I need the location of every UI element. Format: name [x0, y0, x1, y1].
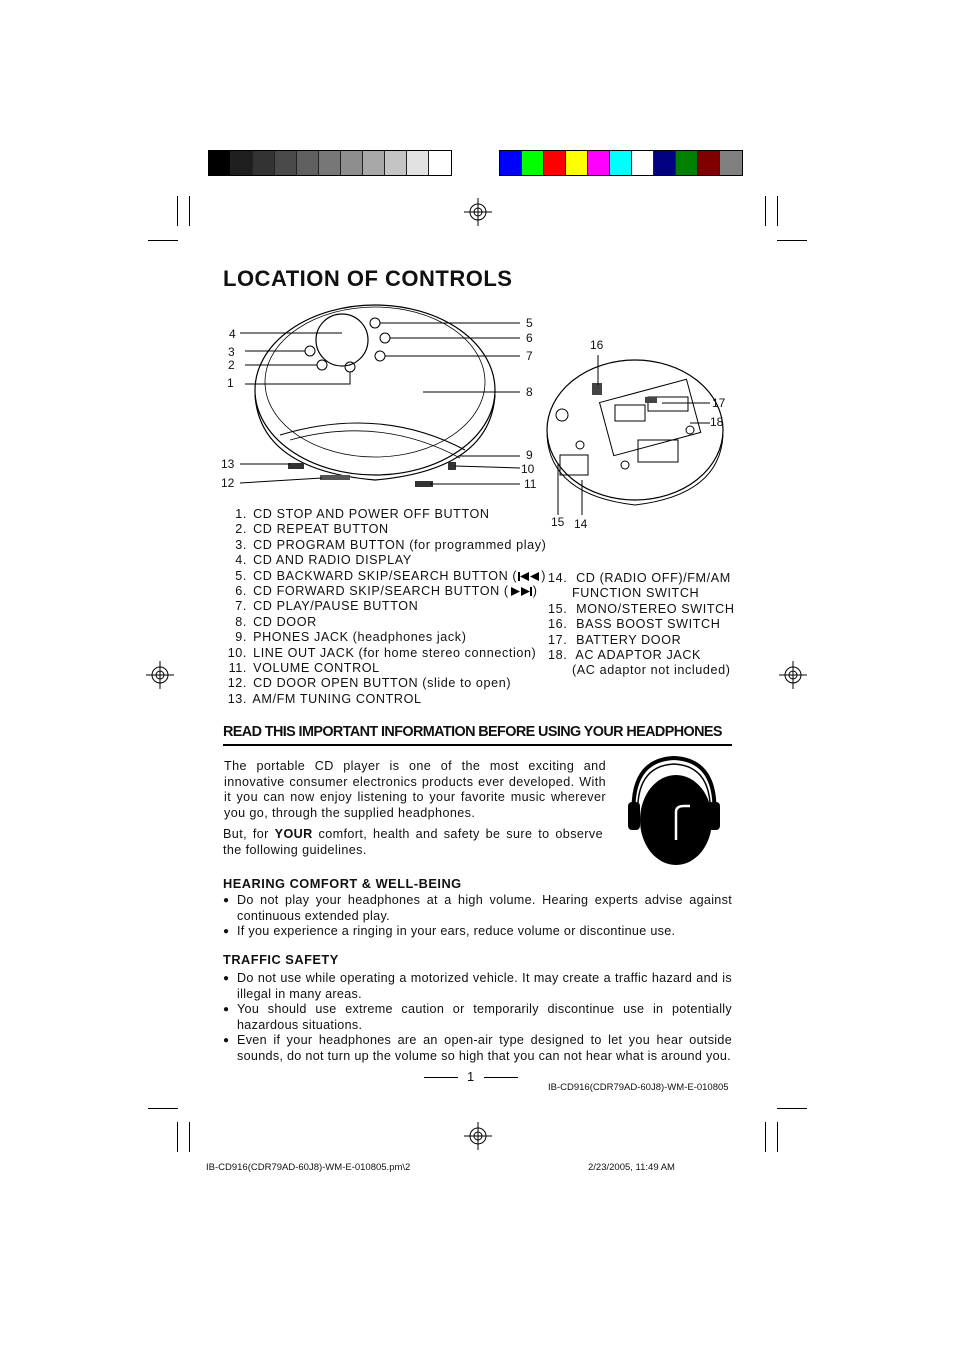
head-with-headphones-icon — [624, 750, 724, 870]
control-number: 1. — [235, 507, 247, 521]
page-number-rule-right — [484, 1077, 518, 1078]
control-number: 8. — [235, 614, 247, 629]
swatch — [720, 151, 742, 175]
swatch — [231, 151, 253, 175]
callout-4: 4 — [229, 327, 236, 341]
swatch — [253, 151, 275, 175]
swatch — [385, 151, 407, 175]
controls-list-left — [223, 507, 546, 707]
control-label: CD (RADIO OFF)/FM/AM — [576, 571, 731, 585]
control-item — [223, 676, 546, 691]
control-label: CD REPEAT BUTTON — [253, 522, 389, 537]
control-item — [223, 599, 546, 614]
control-item — [223, 538, 546, 553]
control-label: VOLUME CONTROL — [253, 661, 380, 676]
control-item — [223, 553, 546, 568]
callout-12: 12 — [221, 476, 235, 490]
doc-code: IB-CD916(CDR79AD-60J8)-WM-E-010805 — [548, 1082, 729, 1093]
swatch — [698, 151, 720, 175]
control-label: CD DOOR OPEN BUTTON (slide to open) — [253, 676, 512, 691]
control-number: 13. — [227, 691, 247, 706]
control-number: 12. — [227, 676, 247, 691]
bullet-item: ● Do not use while operating a motorized vehicle. It may create a traffic hazard and is illegal in many areas. — [223, 971, 732, 1002]
control-number: 14. — [548, 571, 568, 585]
swatch — [610, 151, 632, 175]
headphones-section-heading: READ THIS IMPORTANT INFORMATION BEFORE USING YOUR HEADPHONES — [223, 724, 732, 746]
callout-18: 18 — [710, 415, 724, 429]
control-label: CD BACKWARD SKIP/SEARCH BUTTON ( — [253, 568, 518, 583]
swatch — [632, 151, 654, 175]
callout-6: 6 — [526, 331, 533, 345]
swatch — [522, 151, 544, 175]
control-number: 2. — [235, 522, 247, 537]
control-number: 11. — [228, 661, 247, 676]
control-number: 17. — [548, 632, 568, 647]
control-number: 6. — [235, 584, 247, 599]
callout-9: 9 — [526, 448, 533, 462]
registration-mark-left — [146, 661, 174, 689]
control-label: BATTERY DOOR — [576, 632, 682, 647]
callout-7: 7 — [526, 349, 533, 363]
skip-forward-icon — [509, 584, 533, 598]
swatch — [297, 151, 319, 175]
callout-14: 14 — [574, 517, 588, 531]
callout-11: 11 — [524, 477, 537, 491]
control-number: 9. — [235, 630, 247, 645]
control-label: CD AND RADIO DISPLAY — [253, 553, 412, 568]
control-label: BASS BOOST SWITCH — [576, 617, 721, 632]
bullet-item: ● Even if your headphones are an open-air type designed to let you hear outside sounds, do not turn up the volume so high that you can not hear what is around you. — [223, 1033, 732, 1064]
footer-filename: IB-CD916(CDR79AD-60J8)-WM-E-010805.pm\2 — [206, 1162, 411, 1173]
control-number: 7. — [235, 599, 247, 614]
callout-5: 5 — [526, 316, 533, 330]
control-item — [223, 615, 546, 630]
control-label: CD STOP AND POWER OFF BUTTON — [253, 507, 490, 521]
control-number: 10. — [227, 645, 247, 660]
swatch — [341, 151, 363, 175]
control-label: CD FORWARD SKIP/SEARCH BUTTON ( — [253, 584, 509, 599]
control-item — [548, 648, 735, 663]
control-label-close: ) — [532, 584, 538, 599]
swatch — [429, 151, 451, 175]
control-label: CD PROGRAM BUTTON (for programmed play) — [253, 537, 547, 552]
swatch — [676, 151, 698, 175]
comfort-paragraph: But, for YOUR comfort, health and safety be sure to observe the following guidelines. — [223, 827, 603, 857]
control-label: LINE OUT JACK (for home stereo connection) — [253, 645, 537, 660]
swatch — [319, 151, 341, 175]
control-label: CD PLAY/PAUSE BUTTON — [253, 599, 419, 614]
page-title: LOCATION OF CONTROLS — [223, 266, 513, 291]
callout-13: 13 — [221, 457, 235, 471]
control-item — [223, 569, 546, 584]
control-item — [223, 522, 546, 537]
control-item — [548, 602, 735, 617]
swatch — [407, 151, 429, 175]
hearing-heading: HEARING COMFORT & WELL-BEING — [223, 876, 462, 891]
control-item — [223, 584, 546, 599]
swatch — [500, 151, 522, 175]
page-number: 1 — [467, 1069, 475, 1084]
swatch — [566, 151, 588, 175]
callout-16: 16 — [590, 338, 604, 352]
traffic-bullets — [223, 971, 732, 1064]
swatch — [275, 151, 297, 175]
registration-mark-bottom — [464, 1122, 492, 1150]
control-item — [223, 646, 546, 661]
control-label-continued: (AC adaptor not included) — [572, 663, 731, 678]
callout-1: 1 — [227, 376, 234, 390]
swatch — [363, 151, 385, 175]
callout-3: 3 — [228, 345, 235, 359]
swatch — [209, 151, 231, 175]
control-number: 18. — [548, 648, 568, 663]
callout-15: 15 — [551, 515, 565, 529]
control-label: PHONES JACK (headphones jack) — [253, 630, 467, 645]
control-number: 4. — [235, 553, 247, 568]
control-label: MONO/STEREO SWITCH — [576, 601, 735, 616]
control-number: 15. — [548, 601, 568, 616]
skip-backward-icon — [517, 569, 541, 583]
callout-10: 10 — [521, 462, 535, 476]
control-item — [223, 661, 546, 676]
control-item — [223, 630, 546, 645]
callout-17: 17 — [712, 396, 726, 410]
callout-2: 2 — [228, 358, 235, 372]
footer-date: 2/23/2005, 11:49 AM — [588, 1162, 675, 1173]
intro-paragraph: The portable CD player is one of the most exciting and innovative consumer electronics products ever developed. With it you can now enjoy listening to your favorite music wherever you go, through the supplied headphones. — [224, 759, 606, 820]
color-bar — [499, 150, 743, 176]
cd-player-top-illustration — [240, 300, 550, 500]
control-item — [548, 571, 735, 586]
callout-8: 8 — [526, 385, 533, 399]
control-item — [548, 633, 735, 648]
control-label: AM/FM TUNING CONTROL — [252, 691, 422, 706]
bullet-item: ● You should use extreme caution or temporarily discontinue use in potentially hazardous situations. — [223, 1002, 732, 1033]
bullet-item: ● Do not play your headphones at a high volume. Hearing experts advise against continuous extended play. — [223, 893, 732, 924]
control-item — [548, 617, 735, 632]
swatch — [588, 151, 610, 175]
control-item — [223, 692, 546, 707]
control-item — [223, 507, 546, 522]
swatch — [544, 151, 566, 175]
hearing-bullets — [223, 893, 732, 940]
traffic-heading: TRAFFIC SAFETY — [223, 952, 339, 967]
control-label: AC ADAPTOR JACK — [575, 648, 702, 663]
page-number-rule-left — [424, 1077, 458, 1078]
swatch — [654, 151, 676, 175]
control-number: 3. — [235, 537, 247, 552]
control-number: 16. — [548, 617, 568, 632]
control-number: 5. — [235, 568, 247, 583]
registration-mark-top — [464, 198, 492, 226]
registration-mark-right — [779, 661, 807, 689]
cd-player-bottom-illustration — [540, 355, 730, 525]
bullet-item: ● If you experience a ringing in your ears, reduce volume or discontinue use. — [223, 924, 732, 940]
control-label: CD DOOR — [253, 614, 317, 629]
control-label-close: ) — [541, 568, 547, 583]
control-label-continued: FUNCTION SWITCH — [572, 586, 700, 601]
grayscale-bar — [208, 150, 452, 176]
controls-list-right — [548, 571, 735, 679]
